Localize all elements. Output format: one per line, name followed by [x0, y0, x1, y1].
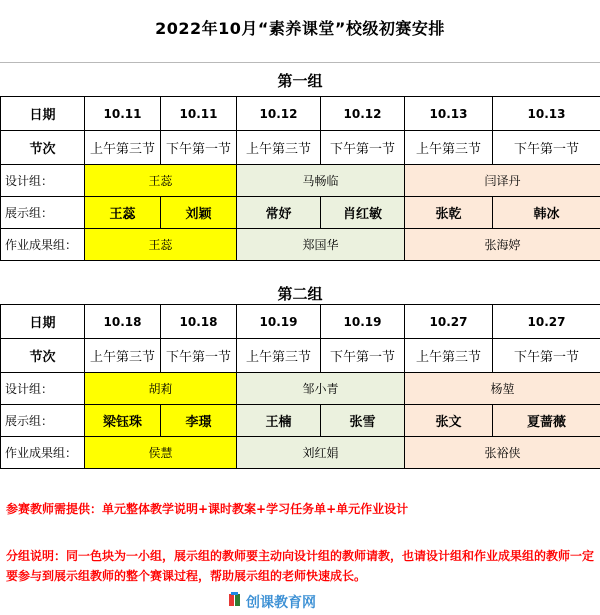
- group-2-table: [0, 304, 600, 469]
- date-cell: 10.12: [237, 97, 321, 131]
- date-cell: 10.19: [237, 305, 321, 339]
- date-cell: 10.11: [161, 97, 237, 131]
- period-cell: 下午第一节: [493, 131, 600, 165]
- watermark-text: 创课教育网: [246, 595, 316, 611]
- design-cell: 杨堃: [405, 373, 600, 405]
- date-cell: 10.27: [493, 305, 600, 339]
- page-title: 2022年10月“素养课堂”校级初赛安排: [155, 19, 445, 38]
- show-cell: 梁钰珠: [85, 405, 161, 437]
- show-cell: 王蕊: [85, 197, 161, 229]
- work-row: [1, 437, 600, 469]
- period-cell: 下午第一节: [321, 339, 405, 373]
- work-label: 作业成果组：: [1, 437, 85, 469]
- work-cell: 张裕侠: [405, 437, 600, 469]
- period-cell: 上午第三节: [85, 339, 161, 373]
- work-cell: 郑国华: [237, 229, 405, 261]
- date-row: [1, 305, 600, 339]
- period-cell: 上午第三节: [237, 339, 321, 373]
- period-label: 节次: [1, 131, 85, 165]
- work-cell: 张海婷: [405, 229, 600, 261]
- design-label: 设计组：: [1, 373, 85, 405]
- group-1-title: 第一组: [277, 72, 323, 90]
- period-cell: 下午第一节: [161, 339, 237, 373]
- work-row: [1, 229, 600, 261]
- date-label: 日期: [1, 305, 85, 339]
- period-cell: 上午第三节: [405, 339, 493, 373]
- show-cell: 常妤: [237, 197, 321, 229]
- show-cell: 王楠: [237, 405, 321, 437]
- date-cell: 10.11: [85, 97, 161, 131]
- show-cell: 张乾: [405, 197, 493, 229]
- period-label: 节次: [1, 339, 85, 373]
- design-row: [1, 373, 600, 405]
- date-cell: 10.13: [493, 97, 600, 131]
- period-row: [1, 339, 600, 373]
- date-row: [1, 97, 600, 131]
- date-cell: 10.27: [405, 305, 493, 339]
- watermark-logo-icon: [228, 592, 242, 608]
- design-label: 设计组：: [1, 165, 85, 197]
- date-label: 日期: [1, 97, 85, 131]
- show-cell: 刘颖: [161, 197, 237, 229]
- design-cell: 马畅临: [237, 165, 405, 197]
- show-cell: 张雪: [321, 405, 405, 437]
- period-row: [1, 131, 600, 165]
- show-label: 展示组：: [1, 197, 85, 229]
- work-cell: 刘红娟: [237, 437, 405, 469]
- date-cell: 10.19: [321, 305, 405, 339]
- work-label: 作业成果组：: [1, 229, 85, 261]
- period-cell: 上午第三节: [237, 131, 321, 165]
- show-cell: 张文: [405, 405, 493, 437]
- date-cell: 10.18: [161, 305, 237, 339]
- period-cell: 下午第一节: [321, 131, 405, 165]
- period-cell: 下午第一节: [161, 131, 237, 165]
- work-cell: 王蕊: [85, 229, 237, 261]
- show-cell: 韩冰: [493, 197, 600, 229]
- group-1-table: [0, 96, 600, 261]
- date-cell: 10.12: [321, 97, 405, 131]
- period-cell: 上午第三节: [85, 131, 161, 165]
- design-cell: 胡莉: [85, 373, 237, 405]
- design-cell: 王蕊: [85, 165, 237, 197]
- period-cell: 上午第三节: [405, 131, 493, 165]
- design-cell: 闫译丹: [405, 165, 600, 197]
- show-cell: 李璟: [161, 405, 237, 437]
- show-row: [1, 197, 600, 229]
- materials-note: 参赛教师需提供：单元整体教学说明+课时教案+学习任务单+单元作业设计: [6, 502, 409, 516]
- show-cell: 夏蔷薇: [493, 405, 600, 437]
- show-cell: 肖红敏: [321, 197, 405, 229]
- group-2-title: 第二组: [277, 285, 323, 303]
- period-cell: 下午第一节: [493, 339, 600, 373]
- date-cell: 10.18: [85, 305, 161, 339]
- date-cell: 10.13: [405, 97, 493, 131]
- grouping-note: 分组说明：同一色块为一小组，展示组的教师要主动向设计组的教师请教，也请设计组和作业成果组的教师一定要参与到展示组教师的整个赛课过程，帮助展示组的老师快速成长。: [6, 549, 595, 583]
- show-label: 展示组：: [1, 405, 85, 437]
- show-row: [1, 405, 600, 437]
- header-divider: [0, 62, 600, 63]
- design-row: [1, 165, 600, 197]
- design-cell: 邹小青: [237, 373, 405, 405]
- work-cell: 侯慧: [85, 437, 237, 469]
